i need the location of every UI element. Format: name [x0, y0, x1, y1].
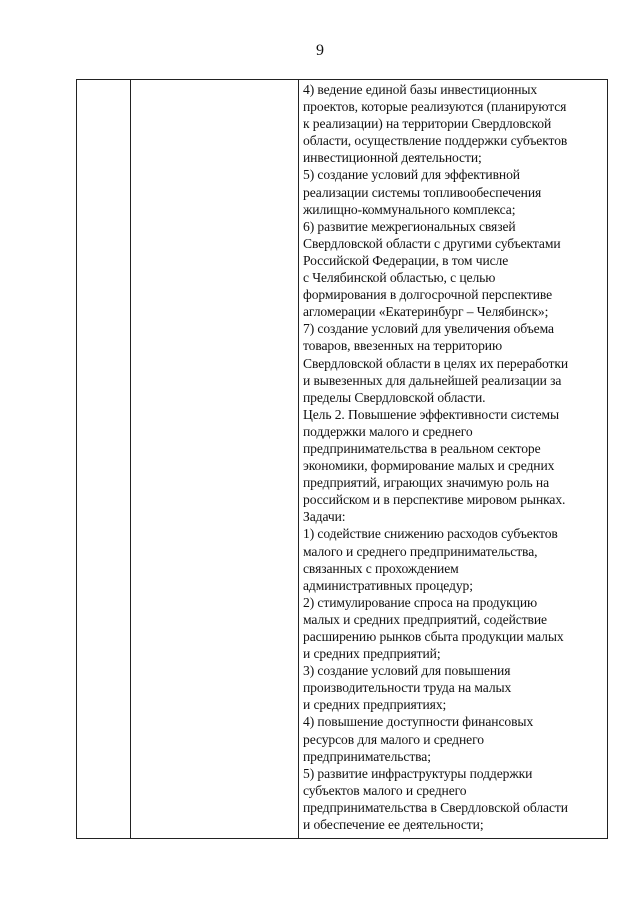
cell-text-line: и вывезенных для дальнейшей реализации за: [303, 372, 562, 388]
cell-text-line: и обеспечение ее деятельности;: [303, 817, 484, 833]
cell-text-line: российском и в перспективе мировом рынках.: [303, 492, 566, 508]
cell-text-line: 1) содействие снижению расходов субъектов: [303, 526, 558, 542]
cell-text-line: производительности труда на малых: [303, 680, 512, 696]
cell-text-line: малых и средних предприятий, содействие: [303, 611, 547, 627]
document-table: [76, 79, 608, 839]
cell-text-line: и средних предприятиях;: [303, 697, 447, 713]
cell-text-line: жилищно-коммунального комплекса;: [303, 201, 516, 217]
cell-text-line: с Челябинской областью, с целью: [303, 270, 496, 286]
cell-text-line: административных процедур;: [303, 577, 473, 593]
cell-text-line: агломерации «Екатеринбург – Челябинск»;: [303, 304, 549, 320]
cell-text-line: субъектов малого и среднего: [303, 782, 467, 798]
cell-text-line: Свердловской области с другими субъектами: [303, 235, 561, 251]
cell-text-line: Российской Федерации, в том числе: [303, 252, 509, 268]
cell-text-line: поддержки малого и среднего: [303, 423, 473, 439]
page-number: 9: [316, 42, 324, 59]
cell-text-line: экономики, формирование малых и средних: [303, 458, 555, 474]
cell-text-line: инвестиционной деятельности;: [303, 150, 482, 166]
cell-text-line: 6) развитие межрегиональных связей: [303, 218, 516, 234]
cell-text-line: формирования в долгосрочной перспективе: [303, 287, 553, 303]
cell-text-line: и средних предприятий;: [303, 646, 441, 662]
cell-text-line: реализации системы топливообеспечения: [303, 184, 542, 200]
cell-text-line: к реализации) на территории Свердловской: [303, 116, 552, 132]
cell-text-line: 7) создание условий для увеличения объема: [303, 321, 554, 337]
cell-text-line: Цель 2. Повышение эффективности системы: [303, 406, 560, 422]
table-cell-text: [299, 80, 605, 833]
cell-text-line: Свердловской области в целях их переработки: [303, 355, 568, 371]
cell-text-line: Задачи:: [303, 509, 346, 525]
cell-text-line: области, осуществление поддержки субъектов: [303, 133, 568, 149]
cell-text-line: предпринимательства;: [303, 748, 431, 764]
cell-text-line: предпринимательства в Свердловской области: [303, 799, 568, 815]
cell-text-line: проектов, которые реализуются (планируются: [303, 99, 567, 115]
cell-text-line: ресурсов для малого и среднего: [303, 731, 484, 747]
cell-text-line: предприятий, играющих значимую роль на: [303, 475, 550, 491]
cell-text-line: 4) повышение доступности финансовых: [303, 714, 534, 730]
cell-text-line: 5) развитие инфраструктуры поддержки: [303, 765, 533, 781]
cell-text-line: связанных с прохождением: [303, 560, 459, 576]
cell-text-line: 2) стимулирование спроса на продукцию: [303, 594, 538, 610]
cell-text-line: 5) создание условий для эффективной: [303, 167, 520, 183]
cell-text-line: расширению рынков сбыта продукции малых: [303, 629, 564, 644]
table-column-divider-1: [130, 80, 131, 838]
cell-text-line: пределы Свердловской области.: [303, 389, 486, 405]
cell-text-line: товаров, ввезенных на территорию: [303, 338, 503, 354]
cell-text-line: малого и среднего предпринимательства,: [303, 543, 538, 559]
cell-text-line: 3) создание условий для повышения: [303, 663, 511, 679]
cell-text-line: предпринимательства в реальном секторе: [303, 440, 541, 456]
cell-text-line: 4) ведение единой базы инвестиционных: [303, 82, 538, 97]
